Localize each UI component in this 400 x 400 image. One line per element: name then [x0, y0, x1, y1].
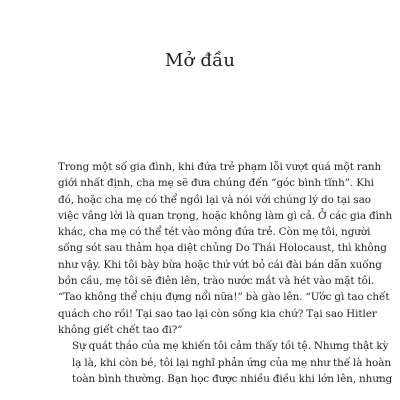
body-text — [58, 159, 393, 387]
paragraph-2 — [58, 338, 393, 387]
text-line: việc vâng lời là quan trọng, hoặc không làm gì cả. Ở các gia đình — [58, 209, 393, 222]
text-line: Sự quát tháo của mẹ khiến tôi cảm thấy tồi tệ. Nhưng thật kỳ — [72, 340, 389, 353]
text-line: như vậy. Khi tôi bày bừa hoặc thứ vứt bỏ cái đài bán dẫn xuống — [58, 258, 382, 271]
chapter-title: Mở đầu — [164, 50, 236, 71]
text-line: “Tao không thể chịu đựng nổi nữa!” bà gào lên. “Ước gì tao chết — [58, 291, 390, 304]
text-line: toàn bình thường. Bạn học được nhiều điều khi lớn lên, nhưng — [72, 372, 393, 385]
text-line: sống sót sau thảm họa diệt chủng Do Thái Holocaust, thì không — [58, 242, 387, 255]
text-line: quách cho rồi! Tại sao tao lại còn sống kia chứ? Tại sao Hitler — [58, 307, 377, 320]
paragraph-1 — [58, 159, 393, 338]
text-line: khác, cha mẹ có thể tét vào mông đứa trẻ. Còn mẹ tôi, người — [58, 226, 371, 239]
text-line: bồn cầu, mẹ tôi sẽ điên lên, trào nước mắt và hét vào mặt tôi. — [58, 275, 375, 288]
text-line: không giết chết tao đi?” — [58, 323, 183, 336]
text-line: giới nhất định, cha mẹ sẽ đưa chúng đến “góc bình tĩnh”. Khi — [58, 177, 374, 190]
text-line: Trong một số gia đình, khi đứa trẻ phạm lỗi vượt quá một ranh — [58, 161, 382, 173]
text-line: lạ là, khi còn bé, tôi lại nghĩ phản ứng của mẹ như thế là hoàn — [72, 356, 392, 369]
text-line: đó, hoặc cha mẹ có thể ngồi lại và nói với chúng lý do tại sao — [58, 193, 371, 206]
